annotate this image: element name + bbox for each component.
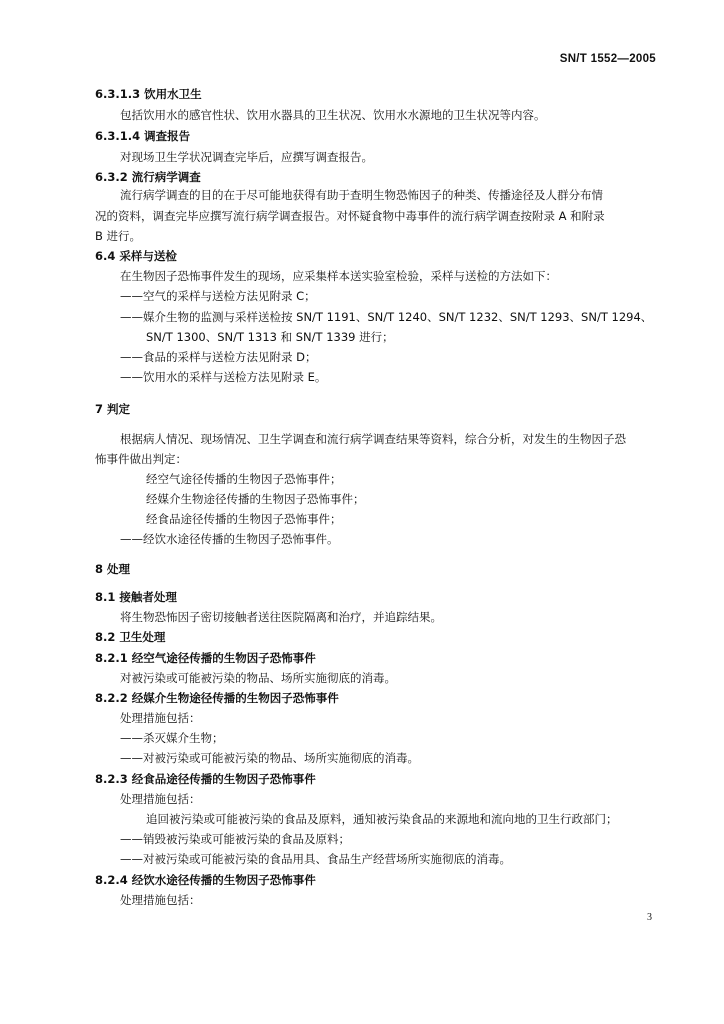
list-item: 经媒介生物途径传播的生物因子恐怖事件； — [146, 492, 365, 506]
paragraph: 包括饮用水的感官性状、饮用水器具的卫生状况、饮用水水源地的卫生状况等内容。 — [120, 108, 546, 122]
list-item: 经食品途径传播的生物因子恐怖事件； — [146, 512, 342, 526]
paragraph: 处理措施包括： — [120, 893, 201, 907]
heading-8-2: 8.2 卫生处理 — [95, 630, 166, 644]
paragraph: 对被污染或可能被污染的物品、场所实施彻底的消毒。 — [120, 671, 396, 685]
heading-6-4: 6.4 采样与送检 — [95, 249, 177, 263]
heading-8-1: 8.1 接触者处理 — [95, 590, 177, 604]
paragraph: 处理措施包括： — [120, 792, 201, 806]
paragraph: 处理措施包括： — [120, 711, 201, 725]
list-item: ——饮用水的采样与送检方法见附录 E。 — [120, 370, 327, 384]
heading-8-2-4: 8.2.4 经饮水途径传播的生物因子恐怖事件 — [95, 873, 316, 887]
paragraph: 将生物恐怖因子密切接触者送往医院隔离和治疗，并追踪结果。 — [120, 610, 442, 624]
paragraph: 怖事件做出判定： — [95, 452, 187, 466]
heading-8: 8 处理 — [95, 562, 131, 576]
list-item: ——杀灭媒介生物； — [120, 731, 224, 745]
heading-8-2-3: 8.2.3 经食品途径传播的生物因子恐怖事件 — [95, 772, 316, 786]
list-item: ——对被污染或可能被污染的食品用具、食品生产经营场所实施彻底的消毒。 — [120, 852, 511, 866]
standard-code: SN/T 1552—2005 — [559, 53, 656, 65]
list-item: 经空气途径传播的生物因子恐怖事件； — [146, 472, 342, 486]
page-number: 3 — [647, 912, 652, 923]
paragraph: B 进行。 — [95, 229, 142, 243]
heading-6-3-1-3: 6.3.1.3 饮用水卫生 — [95, 87, 202, 101]
heading-8-2-1: 8.2.1 经空气途径传播的生物因子恐怖事件 — [95, 651, 316, 665]
paragraph: 流行病学调查的目的在于尽可能地获得有助于查明生物恐怖因子的种类、传播途径及人群分布情 — [120, 188, 603, 202]
list-item: ——对被污染或可能被污染的物品、场所实施彻底的消毒。 — [120, 751, 419, 765]
heading-6-3-2: 6.3.2 流行病学调查 — [95, 170, 201, 184]
list-item: ——销毁被污染或可能被污染的食品及原料； — [120, 832, 350, 846]
paragraph: 根据病人情况、现场情况、卫生学调查和流行病学调查结果等资料，综合分析，对发生的生物因子恐 — [120, 432, 626, 446]
paragraph: 在生物因子恐怖事件发生的现场，应采集样本送实验室检验，采样与送检的方法如下： — [120, 269, 557, 283]
heading-7: 7 判定 — [95, 402, 131, 416]
list-item-continuation: SN/T 1300、SN/T 1313 和 SN/T 1339 进行； — [146, 330, 394, 344]
paragraph: 况的资料，调查完毕应撰写流行病学调查报告。对怀疑食物中毒事件的流行病学调查按附录 A 和附录 — [95, 209, 605, 223]
list-item: 追回被污染或可能被污染的食品及原料，通知被污染食品的来源地和流向地的卫生行政部门； — [146, 812, 618, 826]
list-item: ——媒介生物的监测与采样送检按 SN/T 1191、SN/T 1240、SN/T 1232、SN/T 1293、SN/T 1294、 — [120, 310, 653, 324]
list-item: ——经饮水途径传播的生物因子恐怖事件。 — [120, 532, 339, 546]
list-item: ——空气的采样与送检方法见附录 C； — [120, 289, 316, 303]
heading-6-3-1-4: 6.3.1.4 调查报告 — [95, 129, 191, 143]
heading-8-2-2: 8.2.2 经媒介生物途径传播的生物因子恐怖事件 — [95, 691, 339, 705]
list-item: ——食品的采样与送检方法见附录 D； — [120, 350, 317, 364]
paragraph: 对现场卫生学状况调查完毕后，应撰写调查报告。 — [120, 150, 373, 164]
